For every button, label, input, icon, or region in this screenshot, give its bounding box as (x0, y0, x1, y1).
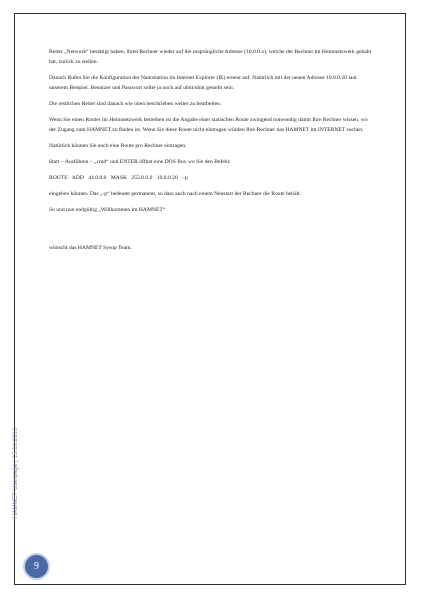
paragraph-router-static-route: Wenn Sie einen Router im Heimnetzwerk betreiben ist die Angabe einer statischen Route zwingend notwendig damit Ihre Rechner wissen, wo der Zugang zum HAMNET zu finden ist. Wenn Sie diese Route nicht eintragen würden Ihre Rechner das HAMNET im INTERNET suchen. (49, 117, 368, 133)
page-number-badge (23, 553, 50, 580)
page-number: 9 (34, 561, 39, 572)
footer-side-text: HAMNET Userpage | 15.10.2010 (13, 427, 19, 518)
paragraph-signoff: wünscht das HAMNET Sysop Team. (49, 245, 132, 251)
paragraph-route-per-pc: Natürlich können Sie auch eine Route pro Rechner eintragen. (49, 143, 187, 149)
document-body (49, 47, 375, 259)
paragraph-welcome: So und nun endgültig „Willkommen im HAMNET“ (49, 207, 166, 213)
paragraph-dos-box: Start – Ausführen – „cmd“ und ENTER öffnet eine DOS Box wo Sie den Befehl: (49, 159, 231, 165)
paragraph-remaining-tabs: Die restlichen Reiter sind danach wie oben beschrieben weiter zu bearbeiten. (49, 101, 222, 107)
paragraph-reconfigure: Danach Rufen Sie die Konfiguration der Nanostation im Internet Explorer (IE) erneut auf. Natürlich mit der neuen Adresse 10.0.0.20 laut unserem Beispiel. Benutzer und Passwort sollte ja noch auf ubnt/ubnt gestellt sein. (49, 75, 357, 91)
paragraph-network-tab: Reiter „Network“ bestätigt haben, ihren Rechner wieder auf die ursprüngliche Adresse (10.0.0.x), welche der Rechner im Heimnetzwerk gehabt hat, zurück zu stellen. (49, 49, 372, 65)
paragraph-permanent-flag: eingeben können. Das „-p“ bedeutet permanent, so dass auch nach einem Neustart der Rechner die Route behält. (49, 191, 302, 197)
route-command: ROUTE ADD 44.0.0.0 MASK 255.0.0.0 10.0.0.20 –p (49, 175, 188, 181)
